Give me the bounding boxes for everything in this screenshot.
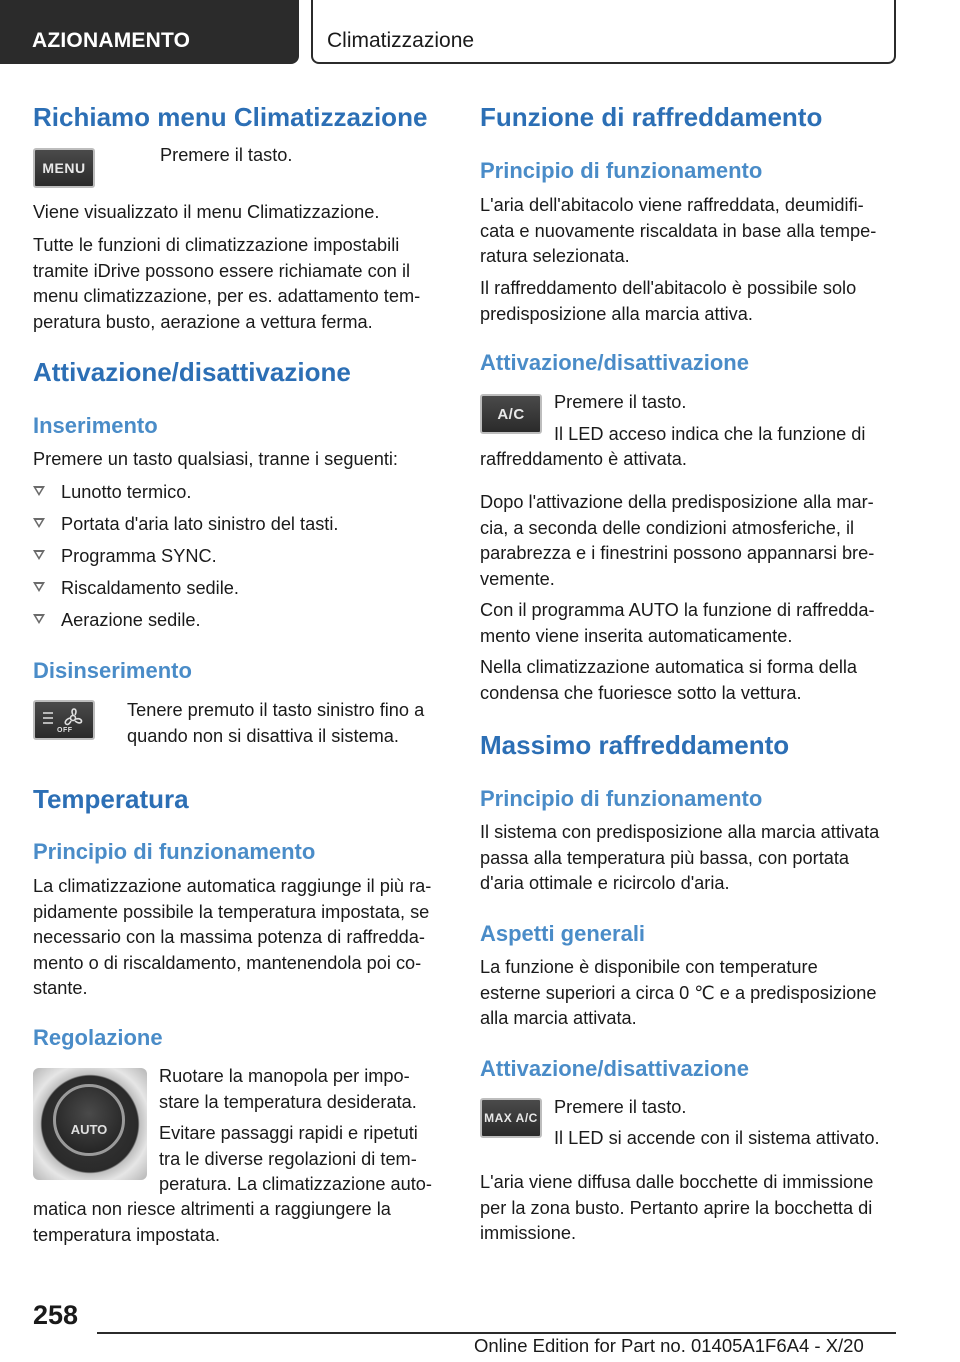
knob-center: AUTO — [53, 1084, 125, 1156]
bullet-triangle-icon — [33, 614, 45, 624]
heading-regolazione: Regolazione — [33, 1025, 163, 1050]
auto-para: Con il programma AUTO la funzione di raffredda- mento viene inserita automaticamente. — [480, 600, 875, 646]
menu-button-icon: MENU — [33, 148, 95, 188]
menu-press-text: Premere il tasto. — [160, 145, 293, 165]
menu-para-1: Viene visualizzato il menu Climatizzazione. — [33, 202, 380, 222]
heading-massimo: Massimo raffreddamento — [480, 730, 790, 760]
aria-para: L'aria viene diffusa dalle bocchette di immissione per la zona busto. Pertanto aprire la bocchetta di immissione. — [480, 1172, 874, 1243]
regolazione-text-3: matica non riesce altrimenti a raggiungere la temperatura impostata. — [33, 1199, 391, 1245]
massimo-para: Il sistema con predisposizione alla marcia attivata passa alla temperatura più bassa, con portata d'aria ottimale e ricircolo d'aria. — [480, 822, 880, 893]
fan-off-button-icon — [33, 700, 95, 740]
regolazione-text-2: Evitare passaggi rapidi e ripetuti tra le diverse regolazioni di tem- peratura. La climatizzazione auto- — [159, 1123, 432, 1194]
heading-disinserimento: Disinserimento — [33, 658, 192, 683]
bullet-triangle-icon — [33, 582, 45, 592]
bullet-triangle-icon — [33, 518, 45, 528]
chapter-tab — [311, 0, 896, 64]
section-tab — [0, 0, 299, 64]
chapter-title: Climatizzazione — [327, 29, 475, 52]
dopo-para: Dopo l'attivazione della predisposizione alla mar- cia, a seconda delle condizioni atmosferiche, il parabrezza e i finestrini possono appannarsi bre- vemente. — [480, 492, 875, 589]
menu-para-2: Tutte le funzioni di climatizzazione impostabili tramite iDrive possono essere richiamate con il menu climatizzazione, per es. adattamento tem- peratura busto, aerazione a vettura ferma. — [33, 235, 421, 332]
heading-principio: Principio di funzionamento — [33, 839, 316, 864]
raff-para-2: Il raffreddamento dell'abitacolo è possibile solo predisposizione alla marcia attiva. — [480, 278, 857, 324]
heading-attivazione-r2: Attivazione/disattivazione — [480, 1056, 749, 1081]
ac-button-icon: A/C — [480, 394, 542, 434]
heading-aspetti: Aspetti generali — [480, 921, 646, 946]
raff-para-1: L'aria dell'abitacolo viene raffreddata, deumidifi- cata e nuovamente riscaldata in base alla tempe- ratura selezionata. — [480, 195, 877, 266]
section-title: AZIONAMENTO — [32, 29, 191, 52]
footer-edition: Online Edition for Part no. 01405A1F6A4 - X/20 — [474, 1335, 864, 1356]
heading-attivazione: Attivazione/disattivazione — [33, 357, 351, 387]
page-number: 258 — [33, 1300, 79, 1330]
heading-attivazione-r: Attivazione/disattivazione — [480, 350, 749, 375]
bullet-triangle-icon — [33, 550, 45, 560]
principio-text: La climatizzazione automatica raggiunge il più ra- pidamente possibile la temperatura impostata, se necessario con la massima potenza di raffredda- mento o di riscaldamento, mantenendola poi co- stante. — [33, 876, 432, 998]
max-led-text: Il LED si accende con il sistema attivato. — [554, 1128, 880, 1148]
heading-raffreddamento: Funzione di raffreddamento — [480, 102, 823, 132]
heading-principio-r2: Principio di funzionamento — [480, 786, 763, 811]
ac-led-text-2: raffreddamento è attivata. — [480, 449, 687, 469]
ac-press-text: Premere il tasto. — [554, 392, 687, 412]
fan-icon — [39, 705, 89, 735]
max-ac-button-icon: MAX A/C — [480, 1098, 542, 1138]
heading-inserimento: Inserimento — [33, 413, 158, 438]
ac-led-text: Il LED acceso indica che la funzione di — [554, 424, 866, 444]
heading-principio-r: Principio di funzionamento — [480, 158, 763, 183]
max-press-text: Premere il tasto. — [554, 1097, 687, 1117]
disinserimento-text: Tenere premuto il tasto sinistro fino a quando non si disattiva il sistema. — [127, 700, 425, 746]
aspetti-para: La funzione è disponibile con temperature esterne superiori a circa 0 ℃ e a predisposizione alla marcia attivata. — [480, 957, 877, 1028]
heading-menu: Richiamo menu Climatizzazione — [33, 102, 428, 132]
regolazione-text-1: Ruotare la manopola per impo- stare la temperatura desiderata. — [159, 1066, 417, 1112]
footer-divider — [97, 1332, 896, 1334]
temperature-knob-image — [33, 1068, 147, 1180]
condensa-para: Nella climatizzazione automatica si forma della condensa che fuoriesce sotto la vettura. — [480, 657, 858, 703]
inserimento-text: Premere un tasto qualsiasi, tranne i seguenti: — [33, 449, 398, 469]
svg-text:OFF: OFF — [57, 727, 73, 734]
bullet-triangle-icon — [33, 486, 45, 496]
heading-temperatura: Temperatura — [33, 784, 189, 814]
